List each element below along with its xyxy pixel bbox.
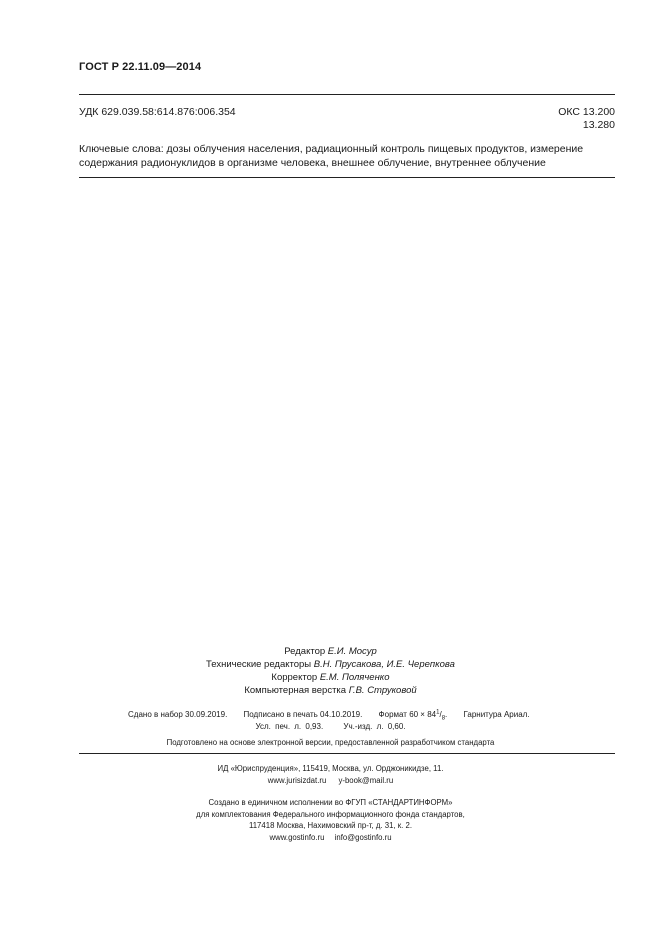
- editor-name: Е.И. Мосур: [327, 646, 377, 657]
- publisher-email[interactable]: y-book@mail.ru: [338, 776, 394, 785]
- top-divider: [79, 94, 615, 95]
- printer-line-2: для комплектования Федерального информационного фонда стандартов,: [196, 809, 465, 819]
- submitted-date: Сдано в набор 30.09.2019.: [128, 709, 228, 719]
- document-id: ГОСТ Р 22.11.09—2014: [79, 61, 202, 73]
- corrector-line: Корректор Е.М. Поляченко: [271, 672, 390, 683]
- printer-email[interactable]: info@gostinfo.ru: [334, 832, 392, 842]
- paper-format: Формат $60 \times 84^1/_8$.: [378, 709, 448, 722]
- printer-info: [0, 797, 661, 843]
- layout-line: Компьютерная верстка Г.В. Струковой: [244, 685, 417, 696]
- tech-editors-line: Технические редакторы В.Н. Прусакова, И.Е. Черепкова: [206, 659, 455, 670]
- layout-name: Г.В. Струковой: [348, 685, 417, 696]
- typeface: Гарнитура Ариал.: [463, 709, 530, 719]
- printer-line-1: Создано в единичном исполнении во ФГУП «СТАНДАРТИНФОРМ»: [208, 798, 453, 807]
- udk-code: УДК 629.039.58:614.876:006.354: [79, 106, 236, 118]
- footer-divider: [79, 753, 615, 754]
- editorial-credits: [0, 645, 661, 697]
- publisher-website[interactable]: www.jurisizdat.ru: [267, 776, 327, 785]
- keywords-paragraph: Ключевые слова: дозы облучения населения, радиационный контроль пищевых продуктов, измерение содержания радионуклидов в организме человека, внешнее облучение, внутреннее облучение: [79, 143, 584, 169]
- corrector-name: Е.М. Поляченко: [319, 672, 390, 683]
- oks-codes: [558, 106, 615, 132]
- publishing-sheets: Уч.-изд. л. 0,60.: [343, 722, 406, 731]
- printer-address: 117418 Москва, Нахимовский пр-т, д. 31, к. 2.: [248, 821, 413, 830]
- print-sheets: Усл. печ. л. 0,93.: [255, 722, 324, 731]
- sheet-counts: [0, 722, 661, 731]
- oks-code-primary: ОКС 13.200: [558, 106, 615, 118]
- printer-website[interactable]: www.gostinfo.ru: [269, 832, 325, 842]
- signed-date: Подписано в печать 04.10.2019.: [243, 709, 363, 719]
- tech-editors-names: В.Н. Прусакова, И.Е. Черепкова: [313, 659, 455, 670]
- oks-code-secondary: 13.280: [582, 119, 615, 131]
- keywords-divider: [79, 177, 615, 178]
- prepared-note: Подготовлено на основе электронной версии, предоставленной разработчиком стандарта: [166, 738, 495, 747]
- publisher-address: ИД «Юриспруденция», 115419, Москва, ул. Орджоникидзе, 11.: [217, 764, 444, 773]
- editor-line: Редактор Е.И. Мосур: [284, 646, 377, 657]
- publisher-info: [0, 763, 661, 787]
- publication-details: [128, 709, 544, 721]
